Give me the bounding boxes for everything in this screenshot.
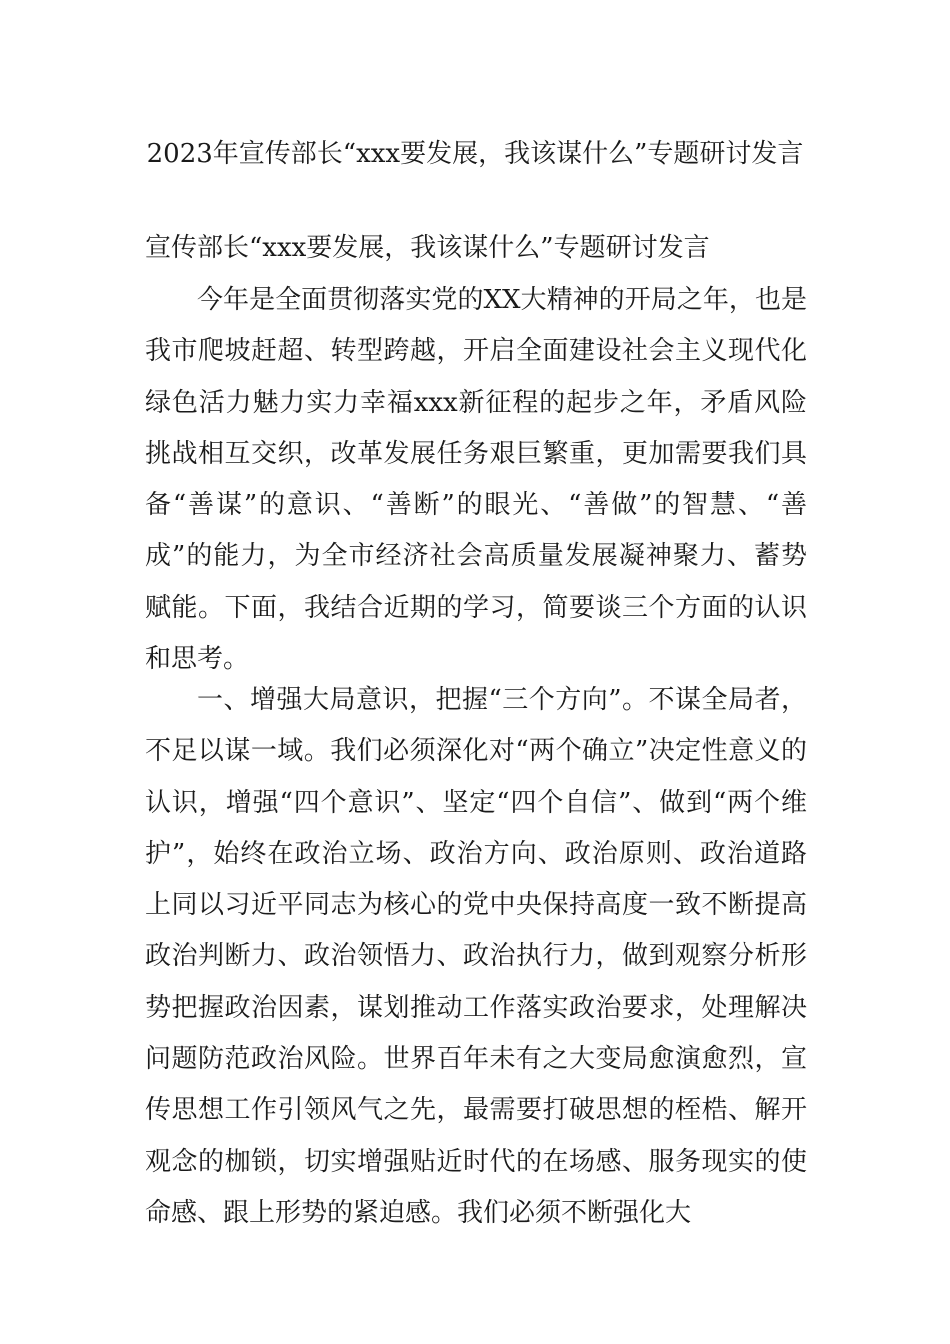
body-paragraph: 今年是全面贯彻落实党的XX大精神的开局之年，也是我市爬坡赶超、转型跨越，开启全面建设社会主义现代化绿色活力魅力实力幸福xxx新征程的起步之年，矛盾风险挑战相互交织，改革发展任务艰巨繁重，更加需要我们具备“善谋”的意识、“善断”的眼光、“善做”的智慧、“善成”的能力，为全市经济社会高质量发展凝神聚力、蓄势赋能。下面，我结合近期的学习，简要谈三个方面的认识和思考。 <box>145 285 807 675</box>
body-paragraph: 一、增强大局意识，把握“三个方向”。不谋全局者，不足以谋一域。我们必须深化对“两个确立”决定性意义的认识，增强“四个意识”、坚定“四个自信”、做到“两个维护”，始终在政治立场、政治方向、政治原则、政治道路上同以习近平同志为核心的党中央保持高度一致不断提高政治判断力、政治领悟力、政治执行力，做到观察分析形势把握政治因素，谋划推动工作落实政治要求，处理解决问题防范政治风险。世界百年未有之大变局愈演愈烈，宣传思想工作引领风气之先，最需要打破思想的桎梏、解开观念的枷锁，切实增强贴近时代的在场感、服务现实的使命感、跟上形势的紧迫感。我们必须不断强化大 <box>145 685 807 1228</box>
document-subtitle: 宣传部长“xxx要发展，我该谋什么”专题研讨发言 <box>145 233 710 263</box>
document-title: 2023年宣传部长“xxx要发展，我该谋什么”专题研讨发言 <box>146 139 804 169</box>
